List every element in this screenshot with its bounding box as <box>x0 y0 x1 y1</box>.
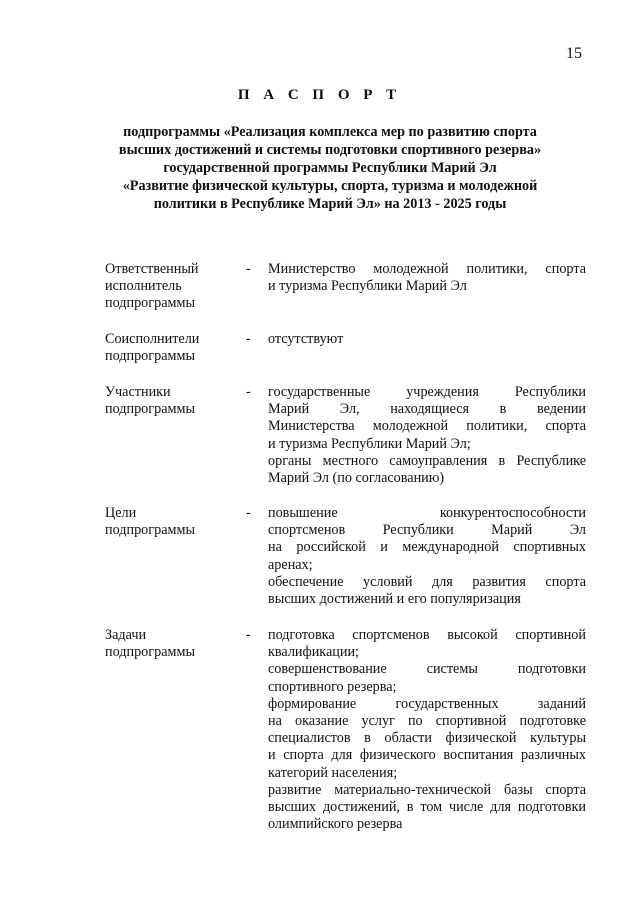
passport-row-participants <box>105 384 585 488</box>
value-line: специалистов в области физической культуры <box>268 730 586 747</box>
value-line: и туризма Республики Марий Эл <box>268 278 467 295</box>
label-line: подпрограммы <box>105 644 195 661</box>
subtitle-line: подпрограммы «Реализация комплекса мер по развитию спорта <box>123 124 537 140</box>
label-line: Задачи <box>105 627 147 643</box>
value-line: подготовка спортсменов высокой спортивной <box>268 627 586 643</box>
value-line: на российской и международной спортивных <box>268 539 586 556</box>
value-line: спортсменов Республики Марий Эл <box>268 522 586 539</box>
value-line: категорий населения; <box>268 764 398 781</box>
row-dash: - <box>246 331 251 347</box>
row-value <box>268 384 586 487</box>
subtitle-line: «Развитие физической культуры, спорта, туризма и молодежной <box>122 178 538 194</box>
value-line: формирование государственных заданий <box>268 695 586 712</box>
value-line: совершенствование системы подготовки <box>268 661 586 678</box>
passport-row-responsible <box>105 261 585 316</box>
value-line: отсутствуют <box>268 331 344 347</box>
value-line: Марий Эл (по согласованию) <box>268 470 445 487</box>
passport-row-coexecutors <box>105 331 585 367</box>
value-line: аренах; <box>268 556 313 573</box>
row-dash: - <box>246 627 251 643</box>
label-line: исполнитель <box>105 278 182 295</box>
value-line: высших достижений, в том числе для подготовки <box>268 799 586 816</box>
value-line: спортивного резерва; <box>268 678 397 695</box>
value-line: Министерства молодежной политики, спорта <box>268 418 586 435</box>
label-line: Соисполнители <box>105 331 200 347</box>
label-line: подпрограммы <box>105 401 195 418</box>
row-dash: - <box>246 505 251 521</box>
label-line: подпрограммы <box>105 348 195 365</box>
value-line: органы местного самоуправления в Республике <box>268 452 586 469</box>
value-line: олимпийского резерва <box>268 816 403 833</box>
row-dash: - <box>246 384 251 400</box>
label-line: Ответственный <box>105 261 199 277</box>
subtitle-line: государственной программы Республики Марий Эл <box>163 160 497 176</box>
value-line: развитие материально-технической базы спорта <box>268 781 586 798</box>
value-line: повышение конкурентоспособности <box>268 505 586 521</box>
value-line: Марий Эл, находящиеся в ведении <box>268 401 586 418</box>
row-label <box>105 505 240 539</box>
value-line: и туризма Республики Марий Эл; <box>268 435 471 452</box>
passport-row-goals <box>105 505 585 609</box>
subtitle-line: высших достижений и системы подготовки спортивного резерва» <box>118 142 542 158</box>
row-value <box>268 505 586 608</box>
value-line: высших достижений и его популяризация <box>268 591 521 608</box>
value-line: Министерство молодежной политики, спорта <box>268 261 586 277</box>
label-line: Цели <box>105 505 137 521</box>
value-line: и спорта для физического воспитания различных <box>268 747 586 764</box>
page-number: 15 <box>566 45 582 62</box>
passport-row-tasks <box>105 627 585 837</box>
row-label <box>105 331 240 365</box>
row-label <box>105 384 240 418</box>
row-label <box>105 261 240 313</box>
subtitle-line: политики в Республике Марий Эл» на 2013 - 2025 годы <box>153 196 507 212</box>
label-line: подпрограммы <box>105 522 195 539</box>
value-line: на оказание услуг по спортивной подготовке <box>268 713 586 730</box>
row-value <box>268 627 586 833</box>
value-line: квалификации; <box>268 644 359 661</box>
document-heading: П А С П О Р Т <box>237 87 402 103</box>
row-label <box>105 627 240 661</box>
label-line: Участники <box>105 384 171 400</box>
label-line: подпрограммы <box>105 295 195 312</box>
row-value <box>268 331 586 348</box>
document-subtitle <box>90 123 570 213</box>
value-line: государственные учреждения Республики <box>268 384 586 400</box>
row-value <box>268 261 586 295</box>
row-dash: - <box>246 261 251 277</box>
value-line: обеспечение условий для развития спорта <box>268 573 586 590</box>
